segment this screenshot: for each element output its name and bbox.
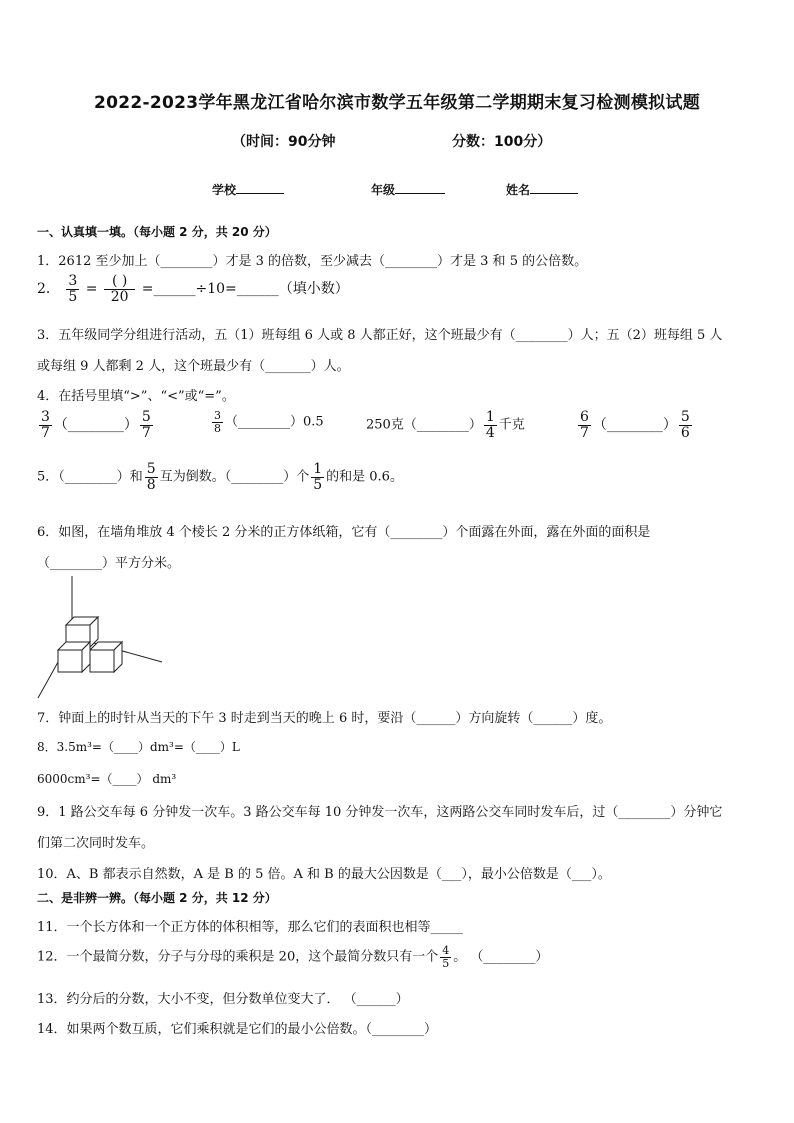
question-5[interactable]: 5．（________）和 $\frac{5}{8}$ 互为倒数。（________）个 $\frac{1}{5}$ 的和是 0.6。 — [37, 461, 403, 493]
school-blank[interactable] — [236, 181, 284, 194]
q4-item-d[interactable]: $\frac{6}{7}$ （________） $\frac{5}{6}$ — [580, 409, 690, 441]
q4-a-fraction-2: $\frac{5}{7}$ — [141, 409, 151, 441]
q12-fraction: $\frac{4}{5}$ — [442, 944, 450, 970]
question-8-line-1[interactable]: 8．3.5m³=（____）dm³=（____）L — [37, 740, 240, 754]
name-field — [506, 181, 578, 198]
name-blank[interactable] — [530, 181, 578, 194]
page-title: 2022-2023学年黑龙江省哈尔滨市数学五年级第二学期期末复习检测模拟试题 — [93, 93, 701, 113]
q4-item-a[interactable]: $\frac{3}{7}$ （________） $\frac{5}{7}$ — [41, 409, 151, 441]
q4-d-fraction-2: $\frac{5}{6}$ — [680, 409, 690, 441]
question-9-line-1[interactable]: 9．1 路公交车每 6 分钟发一次车。3 路公交车每 10 分钟发一次车，这两路公交车同时发车后，过（________）分钟它 — [37, 805, 723, 820]
question-2[interactable]: 2． $\frac{3}{5}$ = $\frac{( )}{20}$ =______÷10=______（填小数） — [37, 273, 349, 305]
question-6-line-1[interactable]: 6．如图，在墙角堆放 4 个棱长 2 分米的正方体纸箱，它有（________）个面露在外面，露在外面的面积是 — [37, 525, 651, 540]
exam-time: （时间：90分钟 — [232, 134, 336, 150]
grade-field — [371, 181, 445, 198]
question-14[interactable]: 14．如果两个数互质，它们乘积就是它们的最小公倍数。（________） — [37, 1022, 438, 1037]
question-9-line-2[interactable]: 们第二次同时发车。 — [37, 836, 155, 851]
q4-d-fraction-1: $\frac{6}{7}$ — [580, 409, 589, 441]
stacked-cubes-figure — [34, 574, 166, 702]
q4-b-fraction: $\frac{3}{8}$ — [214, 409, 221, 435]
q4-c-fraction: $\frac{1}{4}$ — [485, 409, 495, 441]
question-11[interactable]: 11．一个长方体和一个正方体的体积相等，那么它们的表面积也相等_____ — [37, 920, 464, 935]
school-field — [212, 181, 284, 198]
q2-fraction-2: $\frac{( )}{20}$ — [104, 274, 135, 304]
question-3-line-2[interactable]: 或每组 9 人都剩 2 人，这个班最少有（_______）人。 — [37, 359, 350, 374]
q2-fraction-1: $\frac{3}{5}$ — [68, 273, 78, 305]
question-4-intro: 4．在括号里填“>”、“<”或“=”。 — [37, 389, 235, 404]
q5-fraction-1: $\frac{5}{8}$ — [146, 461, 156, 493]
section-1-title: 一、认真填一填。（每小题 2 分，共 20 分） — [37, 225, 277, 239]
question-13[interactable]: 13．约分后的分数，大小不变，但分数单位变大了． （______） — [37, 992, 409, 1007]
q2-number: 2． — [37, 281, 60, 298]
grade-label: 年级 — [371, 183, 396, 197]
question-6-line-2[interactable]: （________）平方分米。 — [37, 556, 181, 571]
q4-item-c[interactable]: 250克（________） $\frac{1}{4}$ 千克 — [366, 409, 525, 441]
q5-fraction-2: $\frac{1}{5}$ — [313, 461, 323, 493]
question-3-line-1[interactable]: 3．五年级同学分组进行活动，五（1）班每组 6 人或 8 人都正好，这个班最少有（________）人；五（2）班每组 5 人 — [37, 328, 723, 343]
section-2-title: 二、是非辨一辨。（每小题 2 分，共 12 分） — [37, 891, 277, 905]
q2-rest: =______÷10=______（填小数） — [141, 281, 349, 298]
exam-score: 分数：100分） — [452, 134, 552, 150]
grade-blank[interactable] — [395, 181, 445, 194]
question-7[interactable]: 7．钟面上的时针从当天的下午 3 时走到当天的晚上 6 时，要沿（______）方向旋转（______）度。 — [37, 711, 612, 726]
question-10[interactable]: 10．A、B 都表示自然数，A 是 B 的 5 倍。A 和 B 的最大公因数是（___），最小公倍数是（___）。 — [37, 867, 611, 882]
q4-item-b[interactable]: $\frac{3}{8}$ （________）0.5 — [214, 409, 324, 435]
question-8-line-2[interactable]: 6000cm³=（____） dm³ — [37, 772, 177, 786]
school-label: 学校 — [212, 183, 237, 197]
question-12[interactable]: 12．一个最简分数，分子与分母的乘积是 20，这个最简分数只有一个 $\frac{4}{5}$ 。 （________） — [37, 944, 549, 970]
name-label: 姓名 — [506, 183, 531, 197]
question-1[interactable]: 1．2612 至少加上（________）才是 3 的倍数，至少减去（________）才是 3 和 5 的公倍数。 — [37, 254, 588, 269]
q4-a-fraction-1: $\frac{3}{7}$ — [41, 409, 50, 441]
